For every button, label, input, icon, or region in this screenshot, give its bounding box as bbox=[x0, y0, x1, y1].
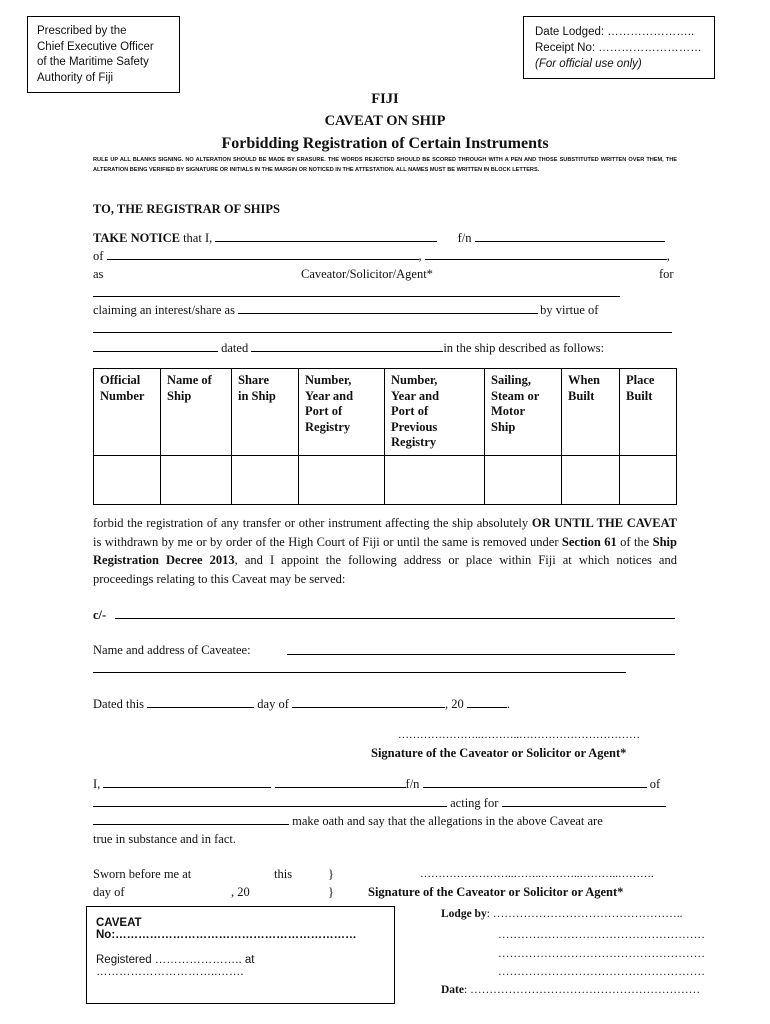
sworn-brace-1: } bbox=[328, 867, 334, 881]
oath-line-2 bbox=[93, 795, 666, 811]
port-of-registry-cell[interactable] bbox=[299, 455, 385, 504]
for-input[interactable] bbox=[93, 296, 620, 297]
receipt-no-field[interactable]: Receipt No: ……………………… bbox=[535, 42, 702, 54]
as-label: as bbox=[93, 267, 104, 281]
col-when-built: When Built bbox=[562, 369, 620, 456]
table-row bbox=[94, 455, 677, 504]
col-port-of-registry: Number, Year and Port of Registry bbox=[299, 369, 385, 456]
sworn-brace-2: } bbox=[328, 885, 334, 899]
oath-line-1 bbox=[93, 776, 660, 792]
dated-this-line: Dated this day of , 20 . bbox=[93, 697, 511, 711]
oath-of-label: of bbox=[649, 777, 661, 791]
dated-line bbox=[93, 340, 604, 356]
signature-line[interactable]: …………………..………..…………………………… bbox=[398, 729, 640, 741]
official-number-cell[interactable] bbox=[94, 455, 161, 504]
true-label: true in substance and in fact. bbox=[93, 832, 237, 846]
address-input-1[interactable] bbox=[107, 248, 419, 260]
table-header-row bbox=[94, 369, 677, 456]
oath-i-label: I, bbox=[93, 777, 101, 791]
acting-for-input-2[interactable] bbox=[93, 813, 289, 825]
claiming-label: claiming an interest/share as bbox=[93, 303, 235, 317]
caveatee-label: Name and address of Caveatee: bbox=[93, 643, 251, 657]
that-i-label: that I, bbox=[183, 231, 213, 245]
care-of-input[interactable] bbox=[115, 618, 675, 619]
take-notice-label: TAKE NOTICE bbox=[93, 231, 180, 245]
prescribed-box bbox=[27, 16, 180, 93]
make-oath-label: make oath and say that the allegations in the above Caveat are bbox=[292, 814, 603, 828]
instrument-input[interactable] bbox=[93, 340, 218, 352]
caveatee-input-1[interactable] bbox=[287, 654, 675, 655]
father-name-input[interactable] bbox=[475, 230, 665, 242]
caveatee-input-2[interactable] bbox=[93, 672, 626, 673]
of-line: of , , bbox=[93, 249, 670, 263]
prescribed-line-1: Prescribed by the bbox=[37, 25, 127, 37]
deponent-fn-input[interactable] bbox=[423, 776, 647, 788]
caveat-registration-box bbox=[86, 906, 395, 1004]
col-previous-registry: Number, Year and Port of Previous Registry bbox=[385, 369, 485, 456]
when-built-cell[interactable] bbox=[562, 455, 620, 504]
col-place-built: Place Built bbox=[620, 369, 677, 456]
official-use-box bbox=[523, 16, 715, 79]
by-virtue-input[interactable] bbox=[93, 332, 672, 333]
sworn-signature-line[interactable]: ……………………..……..………..………..………. bbox=[420, 868, 654, 880]
registered-field[interactable]: Registered ………………….. at …………………………..……. bbox=[96, 954, 255, 978]
year-label: , 20 bbox=[445, 697, 464, 711]
sworn-year-label: , 20 bbox=[231, 885, 250, 899]
claiming-line bbox=[93, 302, 598, 318]
lodge-by-input-3[interactable]: ……………………………………………… bbox=[498, 948, 705, 960]
acting-for-label: acting for bbox=[450, 796, 499, 810]
dated-this-label: Dated this bbox=[93, 697, 145, 711]
take-notice-line bbox=[93, 230, 665, 246]
ship-type-cell[interactable] bbox=[485, 455, 562, 504]
in-ship-label: in the ship described as follows: bbox=[443, 341, 605, 355]
day-input[interactable] bbox=[147, 696, 254, 708]
by-virtue-label: by virtue of bbox=[540, 303, 599, 317]
sworn-this-label: this bbox=[274, 867, 293, 881]
previous-registry-cell[interactable] bbox=[385, 455, 485, 504]
official-use-note: (For official use only) bbox=[535, 58, 642, 70]
prescribed-line-3: of the Maritime Safety bbox=[37, 56, 149, 68]
col-name-of-ship: Name of Ship bbox=[161, 369, 232, 456]
country-heading: FIJI bbox=[371, 91, 399, 107]
col-sailing-steam-motor: Sailing, Steam or Motor Ship bbox=[485, 369, 562, 456]
col-official-number: Official Number bbox=[94, 369, 161, 456]
care-of-label: c/- bbox=[93, 608, 107, 622]
address-input-2[interactable] bbox=[425, 248, 667, 260]
month-input[interactable] bbox=[292, 696, 445, 708]
interest-share-input[interactable] bbox=[238, 302, 538, 314]
deponent-name-input[interactable] bbox=[103, 776, 271, 788]
oath-line-3 bbox=[93, 813, 603, 829]
sworn-label: Sworn before me at bbox=[93, 867, 192, 881]
ship-details-table bbox=[93, 368, 677, 505]
year-input[interactable] bbox=[467, 696, 507, 708]
form-title: CAVEAT ON SHIP bbox=[324, 113, 446, 129]
name-of-ship-cell[interactable] bbox=[161, 455, 232, 504]
sworn-signature-label: Signature of the Caveator or Solicitor or Agent* bbox=[368, 885, 624, 899]
form-subtitle: Forbidding Registration of Certain Instruments bbox=[221, 135, 549, 152]
acting-for-input[interactable] bbox=[502, 795, 666, 807]
role-options: Caveator/Solicitor/Agent* bbox=[301, 267, 433, 281]
addressee: TO, THE REGISTRAR OF SHIPS bbox=[93, 202, 280, 216]
forbid-paragraph: forbid the registration of any transfer or other instrument affecting the ship absolutely OR UNTIL THE CAVEAT is withdrawn by me or by order of the High Court of Fiji or until the same is removed under Section 61 of the Ship Registration Decree 2013, and I appoint the following address or place within Fiji at which notices and proceedings relating to this Caveat may be served: bbox=[93, 516, 678, 586]
place-built-cell[interactable] bbox=[620, 455, 677, 504]
deponent-address-input[interactable] bbox=[93, 795, 447, 807]
prescribed-line-2: Chief Executive Officer bbox=[37, 40, 154, 53]
sworn-day-of-label: day of bbox=[93, 885, 125, 899]
share-in-ship-cell[interactable] bbox=[232, 455, 299, 504]
day-of-label: day of bbox=[257, 697, 289, 711]
oath-fn-label: f/n bbox=[405, 777, 420, 791]
date-lodged-field[interactable]: Date Lodged: ………………….. bbox=[535, 26, 695, 38]
lodge-by-input-4[interactable]: ……………………………………………… bbox=[498, 966, 705, 978]
signature-label: Signature of the Caveator or Solicitor or Agent* bbox=[371, 746, 627, 760]
for-label: for bbox=[659, 267, 674, 281]
prescribed-line-4: Authority of Fiji bbox=[37, 71, 114, 84]
col-share-in-ship: Share in Ship bbox=[232, 369, 299, 456]
caveat-no-field[interactable]: CAVEAT No:……………………………………………………… bbox=[96, 917, 357, 941]
lodge-by-label: Lodge by bbox=[441, 908, 487, 920]
of-label: of bbox=[93, 249, 104, 263]
caveator-name-input[interactable] bbox=[215, 230, 437, 242]
rule-instructions: RULE UP ALL BLANKS SIGNING. NO ALTERATION SHOULD BE MADE BY ERASURE. THE WORDS REJECTED SHOULD BE SCORED THROUGH WITH A PEN AND THOSE SUBSTITUTED WRITTEN OVER THEM, THE ALTERATION BEING VERIFIED BY SIGNATURE OR INITIALS IN THE MARGIN OR NOTICED IN THE ATTESTATION. ALL NAMES MUST BE WRITTEN IN BLOCK LETTERS. bbox=[93, 157, 677, 173]
lodge-by-input-1[interactable]: : ………………………………………….. bbox=[486, 908, 683, 920]
fn-label: f/n bbox=[457, 231, 472, 245]
lodge-date-input[interactable]: : …………………………………………………… bbox=[464, 984, 701, 996]
lodge-by-input-2[interactable]: ……………………………………………… bbox=[498, 929, 705, 941]
lodge-date-line bbox=[441, 982, 700, 998]
instrument-date-input[interactable] bbox=[251, 340, 443, 352]
lodge-by-line-1 bbox=[441, 906, 683, 922]
dated-label: dated bbox=[221, 341, 249, 355]
lodge-date-label: Date bbox=[441, 984, 464, 996]
deponent-surname-input[interactable] bbox=[275, 776, 406, 788]
